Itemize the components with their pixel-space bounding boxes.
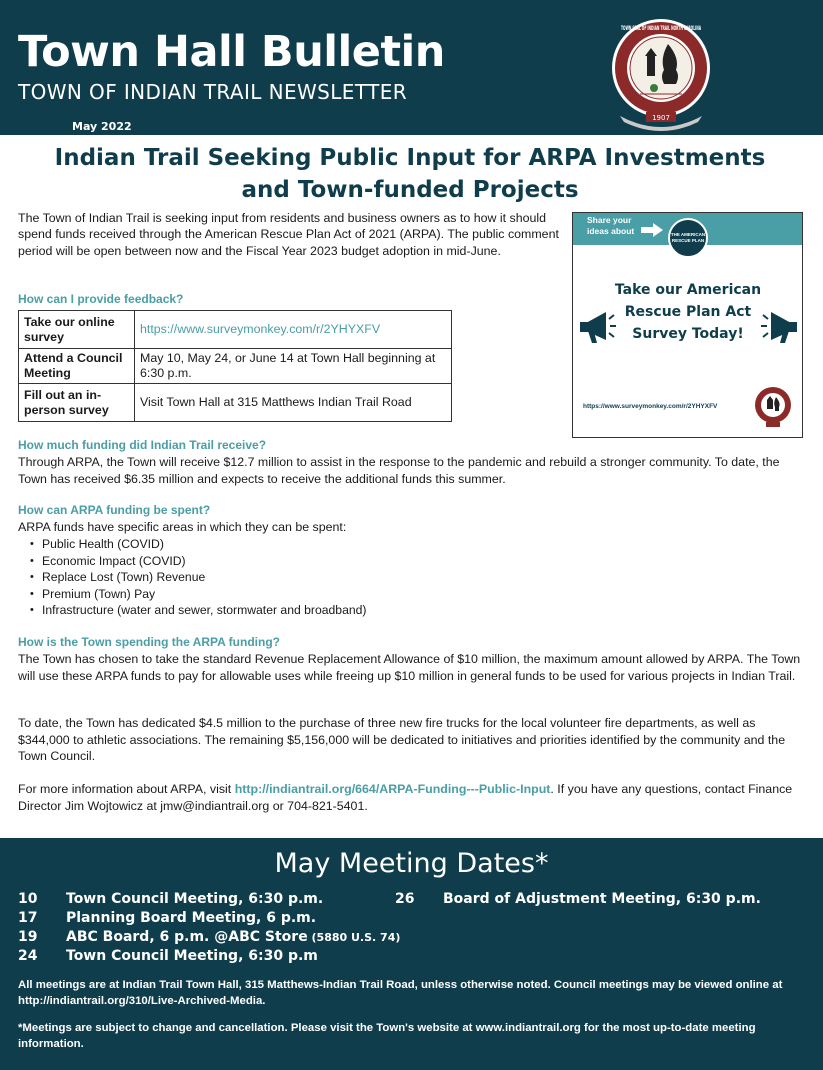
meeting-name: Town Council Meeting, 6:30 p.m [66, 948, 318, 964]
rescue-plan-badge: THE AMERICAN RESCUE PLAN [668, 218, 708, 258]
ad-survey-link[interactable]: https://www.surveymonkey.com/r/2YHYXFV [583, 403, 718, 410]
meeting-day: 26 [395, 891, 415, 907]
meeting-day: 24 [18, 948, 38, 964]
svg-text:TOWN SEAL OF INDIAN TRAIL NORT: TOWN SEAL OF INDIAN TRAIL NORTH CAROLINA [621, 25, 702, 32]
meeting-name: Town Council Meeting, 6:30 p.m. [66, 891, 324, 907]
spending-areas-intro: ARPA funds have specific areas in which they can be spent: [18, 520, 347, 534]
svg-text:1907: 1907 [652, 114, 670, 122]
intro-paragraph: The Town of Indian Trail is seeking input from residents and business owners as to how it should spend funds received through the American Rescue Plan Act of 2021 (ARPA). The public comment period will be open between now and the Fiscal Year 2023 budget adoption in mid-June. [18, 211, 559, 258]
masthead [0, 0, 823, 135]
list-item: • Infrastructure (water and sewer, stormwater and broadband) [30, 602, 366, 619]
feedback-option-label: Take our online survey [19, 311, 135, 349]
spending-areas-list [30, 536, 366, 619]
feedback-option-value: May 10, May 24, or June 14 at Town Hall beginning at 6:30 p.m. [135, 349, 452, 384]
issue-date: May 2022 [72, 120, 132, 133]
spending-heading: How is the Town spending the ARPA funding? [18, 635, 280, 649]
table-row [19, 384, 452, 422]
meetings-location-note: All meetings are at Indian Trail Town Hall, 315 Matthews-Indian Trail Road, unless otherwise noted. Council meetings may be viewed online at http://indiantrail.org/310/Live-Archived-Media. [18, 979, 783, 1007]
funding-heading: How much funding did Indian Trail receive? [18, 438, 267, 452]
meetings-disclaimer: *Meetings are subject to change and cancellation. Please visit the Town's website at www.indiantrail.org for the most up-to-date meeting information. [18, 1022, 756, 1050]
more-info-paragraph [18, 781, 808, 814]
arrow-right-icon [641, 223, 663, 237]
contact-text: . If you have any questions, contact Finance Director Jim Wojtowicz at jmw@indiantrail.org or 704-821-5401. [18, 782, 793, 813]
megaphone-icon [761, 309, 799, 345]
list-item: • Premium (Town) Pay [30, 586, 366, 603]
article-title: Indian Trail Seeking Public Input for ARPA Investments and Town-funded Projects [54, 145, 766, 203]
spending-paragraph-2: To date, the Town has dedicated $4.5 million to the purchase of three new fire trucks for the local volunteer fire departments, as well as $344,000 to athletic associations. The remaining $5,156,000 will be dedicated to initiatives and priorities identified by the community and the Town Council. [18, 716, 786, 763]
town-seal-logo [754, 386, 792, 428]
ad-headline: Take our American Rescue Plan Act Survey Today! [614, 282, 762, 342]
list-item: • Replace Lost (Town) Revenue [30, 569, 366, 586]
megaphone-icon [578, 309, 616, 345]
arpa-info-link[interactable]: http://indiantrail.org/664/ARPA-Funding---Public-Input [234, 782, 551, 796]
list-item: • Economic Impact (COVID) [30, 553, 366, 570]
meetings-title: May Meeting Dates* [274, 848, 549, 879]
meeting-day: 19 [18, 929, 38, 945]
newsletter-subtitle: TOWN OF INDIAN TRAIL NEWSLETTER [18, 80, 408, 104]
spending-areas-heading: How can ARPA funding be spent? [18, 503, 211, 517]
spending-paragraph-1: The Town has chosen to take the standard Revenue Replacement Allowance of $10 million, the maximum amount allowed by ARPA. The Town will use these ARPA funds to pay for allowable uses while freeing up $10 million in general funds to be used for various projects in Indian Trail. [18, 652, 801, 683]
feedback-option-value: Visit Town Hall at 315 Matthews Indian Trail Road [135, 384, 452, 422]
feedback-table [18, 310, 452, 422]
meetings-section [0, 838, 823, 1070]
feedback-heading: How can I provide feedback? [18, 292, 184, 306]
table-row [19, 311, 452, 349]
feedback-option-label: Attend a Council Meeting [19, 349, 135, 384]
meeting-day: 10 [18, 891, 38, 907]
list-item: • Public Health (COVID) [30, 536, 366, 553]
survey-link[interactable]: https://www.surveymonkey.com/r/2YHYXFV [135, 311, 452, 349]
meeting-location-note: (5880 U.S. 74) [307, 931, 401, 944]
town-seal-logo [610, 16, 712, 128]
meeting-name: Planning Board Meeting, 6 p.m. [66, 910, 317, 926]
ad-share-text: Share your ideas about [587, 215, 635, 236]
ad-banner [573, 213, 802, 245]
meeting-name: Board of Adjustment Meeting, 6:30 p.m. [443, 891, 761, 907]
meeting-entry [66, 928, 400, 947]
survey-ad[interactable] [572, 212, 803, 438]
table-row [19, 349, 452, 384]
feedback-option-label: Fill out an in-person survey [19, 384, 135, 422]
bulletin-title: Town Hall Bulletin [18, 27, 445, 77]
more-info-text: For more information about ARPA, visit [18, 782, 235, 796]
funding-paragraph: Through ARPA, the Town will receive $12.7 million to assist in the response to the pandemic and rebuild a stronger community. To date, the Town has received $6.35 million and expects to receive the additional funds this summer. [18, 455, 780, 486]
meeting-name: ABC Board, 6 p.m. @ABC Store [66, 929, 308, 945]
meeting-day: 17 [18, 910, 38, 926]
